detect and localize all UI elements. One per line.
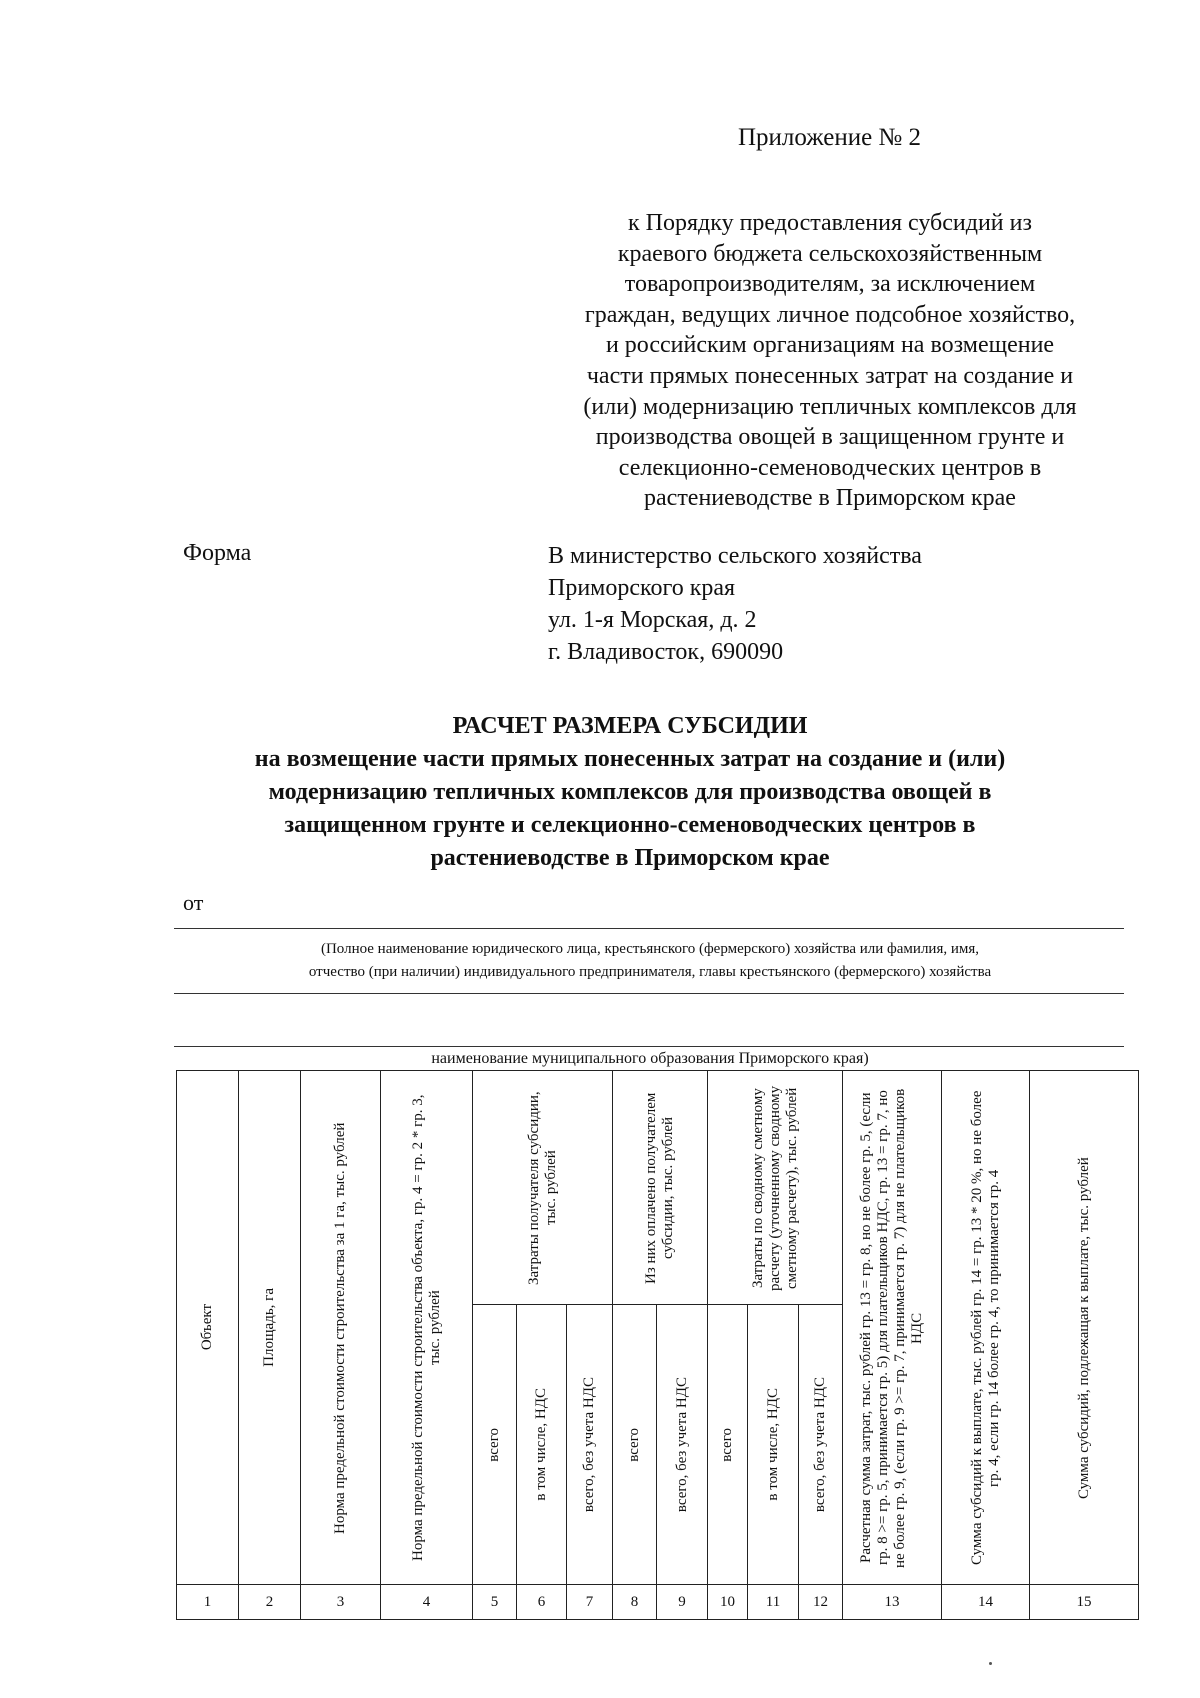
header-text: Объект (199, 1304, 215, 1351)
header-estimate-costs (708, 1071, 843, 1305)
subheader-vat (517, 1305, 567, 1585)
header-calculated-sum (843, 1071, 942, 1585)
addressee-block (548, 540, 922, 668)
column-number: 4 (381, 1585, 473, 1620)
column-number: 5 (473, 1585, 517, 1620)
header-text: Из них оплачено получателем субсидии, тыс. рублей (643, 1091, 677, 1284)
addressee-line: ул. 1-я Морская, д. 2 (548, 607, 757, 633)
subheader-total (613, 1305, 657, 1585)
column-number: 1 (177, 1585, 239, 1620)
subheader-no-vat (799, 1305, 843, 1585)
appendix-reference (535, 208, 1125, 514)
title-line: растениеводстве в Приморском крае (430, 845, 830, 871)
subheader-total (473, 1305, 517, 1585)
subheader-text: всего (719, 1427, 736, 1462)
applicant-name-line (174, 928, 1124, 929)
column-number: 10 (708, 1585, 748, 1620)
header-text: Сумма субсидий к выплате, тыс. рублей гр. 14 = гр. 13 * 20 %, но не более гр. 4, если гр. 14 более гр. 4, то принимается гр. 4 (968, 1090, 1002, 1565)
column-number: 6 (517, 1585, 567, 1620)
column-number: 7 (567, 1585, 613, 1620)
appendix-reference-line: краевого бюджета сельскохозяйственным (617, 240, 1043, 267)
column-number: 14 (942, 1585, 1030, 1620)
header-paid-by-recipient (613, 1071, 708, 1305)
header-area (239, 1071, 301, 1585)
addressee-line: В министерство сельского хозяйства (548, 543, 922, 569)
subheader-text: всего (486, 1427, 502, 1462)
caption-line: (Полное наименование юридического лица, крестьянского (фермерского) хозяйства или фамилия, имя, (320, 941, 980, 957)
title-line: РАСЧЕТ РАЗМЕРА СУБСИДИИ (452, 713, 808, 739)
column-number: 2 (239, 1585, 301, 1620)
column-number: 9 (657, 1585, 708, 1620)
appendix-number: Приложение № 2 (738, 124, 922, 151)
subheader-vat (748, 1305, 799, 1585)
subsidy-calculation-table (176, 1070, 1139, 1620)
header-norm-object (381, 1071, 473, 1585)
appendix-reference-line: товаропроизводителям, за исключением (624, 271, 1036, 298)
form-label: Форма (183, 540, 252, 566)
title-line: на возмещение части прямых понесенных затрат на создание и (или) (254, 746, 1006, 772)
appendix-reference-line: (или) модернизацию тепличных комплексов для (583, 393, 1077, 420)
subheader-text: всего, без учета НДС (673, 1376, 690, 1513)
subheader-no-vat (657, 1305, 708, 1585)
header-subsidy-total (1030, 1071, 1139, 1585)
from-label: от (183, 890, 204, 915)
column-number: 12 (799, 1585, 843, 1620)
appendix-reference-line: растениеводстве в Приморском крае (644, 485, 1016, 512)
appendix-reference-line: селекционно-семеноводческих центров в (618, 454, 1042, 481)
subheader-total (708, 1305, 748, 1585)
municipal-name-line (174, 1046, 1124, 1047)
appendix-reference-line: части прямых понесенных затрат на создание и (586, 362, 1074, 389)
caption-line: отчество (при наличии) индивидуального предпринимателя, главы крестьянского (фермерского) хозяйства (308, 964, 992, 980)
addressee-line: Приморского края (548, 575, 736, 601)
header-subsidy-to-pay (942, 1071, 1030, 1585)
scan-speck (989, 1662, 992, 1665)
subheader-text: всего, без учета НДС (581, 1376, 598, 1513)
subheader-text: всего (626, 1427, 643, 1462)
subheader-text: в том числе, НДС (533, 1388, 549, 1501)
municipal-caption: наименование муниципального образования Приморского края) (431, 1050, 869, 1067)
column-number: 13 (843, 1585, 942, 1620)
header-recipient-costs (473, 1071, 613, 1305)
header-norm-per-ha (301, 1071, 381, 1585)
subheader-no-vat (567, 1305, 613, 1585)
appendix-reference-line: производства овощей в защищенном грунте и (595, 424, 1065, 451)
title-line: модернизацию тепличных комплексов для производства овощей в (268, 779, 992, 805)
header-text: Расчетная сумма затрат, тыс. рублей гр. 13 = гр. 8, но не более гр. 5, (если гр. 8 >= гр. 5, принимается гр. 5) для плательщиков НДС, гр. 13 = гр. 7, но не более гр. 9, (если гр. 9 >= гр. 7, принимается гр. 7) для не плательщиков НДС (858, 1087, 926, 1568)
title-line: защищенном грунте и селекционно-семеноводческих центров в (284, 812, 976, 838)
header-text: Площадь, га (261, 1288, 277, 1367)
header-text: Затраты получателя субсидии, тыс. рублей (525, 1090, 559, 1285)
applicant-caption (170, 938, 1130, 984)
document-title (150, 710, 1110, 875)
column-number: 15 (1030, 1585, 1139, 1620)
appendix-reference-line: и российским организациям на возмещение (605, 332, 1055, 359)
caption-underline (174, 993, 1124, 994)
column-number: 8 (613, 1585, 657, 1620)
header-text: Норма предельной стоимости строительства объекта, гр. 4 = гр. 2 * гр. 3, тыс. рублей (409, 1094, 443, 1561)
appendix-reference-line: к Порядку предоставления субсидий из (628, 210, 1032, 236)
header-text: Норма предельной стоимости строительства за 1 га, тыс. рублей (332, 1121, 348, 1534)
subheader-text: в том числе, НДС (764, 1388, 781, 1501)
addressee-line: г. Владивосток, 690090 (548, 639, 784, 665)
header-text: Сумма субсидий, подлежащая к выплате, тыс. рублей (1075, 1156, 1092, 1499)
column-number: 11 (748, 1585, 799, 1620)
header-object (177, 1071, 239, 1585)
appendix-reference-line: граждан, ведущих личное подсобное хозяйство, (584, 301, 1076, 328)
header-text: Затраты по сводному сметному расчету (уточненному сводному сметному расчету), тыс. рублей (749, 1084, 800, 1291)
subheader-text: всего, без учета НДС (812, 1376, 829, 1513)
column-number: 3 (301, 1585, 381, 1620)
